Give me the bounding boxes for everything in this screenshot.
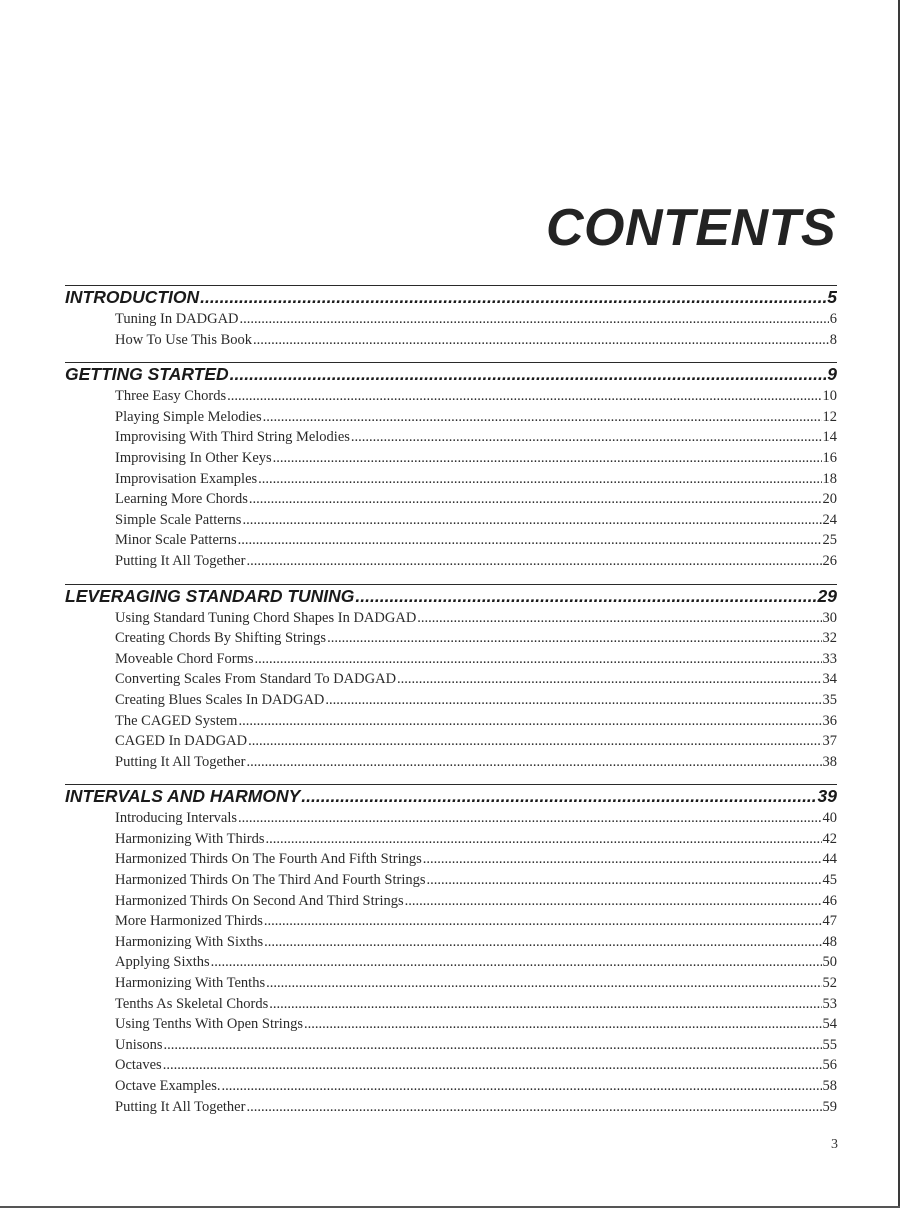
toc-entry[interactable]	[115, 489, 837, 510]
entry-page: 46	[822, 892, 837, 909]
entry-title: Playing Simple Melodies	[115, 408, 262, 425]
dot-leader	[273, 448, 822, 469]
entry-page: 18	[822, 470, 837, 487]
entry-page: 36	[822, 712, 837, 729]
toc-entry[interactable]	[115, 731, 837, 752]
section-page: 29	[817, 585, 837, 606]
dot-leader	[351, 427, 822, 448]
section-heading[interactable]	[65, 784, 837, 808]
toc-entry[interactable]	[115, 1014, 837, 1035]
toc-entry[interactable]	[115, 448, 837, 469]
entry-page: 53	[822, 995, 837, 1012]
dot-leader	[355, 585, 816, 608]
section-title: GETTING STARTED	[65, 364, 229, 385]
dot-leader	[200, 286, 826, 309]
toc-entry[interactable]	[115, 911, 837, 932]
toc-entry[interactable]	[115, 309, 837, 330]
dot-leader	[238, 711, 821, 732]
dot-leader	[163, 1055, 822, 1076]
entry-title: Learning More Chords	[115, 491, 248, 508]
toc-section	[0, 285, 900, 350]
toc-entry[interactable]	[115, 849, 837, 870]
dot-leader	[327, 628, 821, 649]
dot-leader	[405, 891, 822, 912]
entry-title: Converting Scales From Standard To DADGAD	[115, 671, 397, 688]
entry-title: Applying Sixths	[115, 954, 210, 971]
entry-title: Octave Examples.	[115, 1078, 221, 1094]
section-gap	[0, 572, 900, 584]
entry-page: 35	[822, 691, 837, 708]
entry-page: 34	[822, 671, 837, 688]
dot-leader	[249, 489, 822, 510]
toc-entry[interactable]	[115, 932, 837, 953]
section-heading[interactable]	[65, 584, 837, 608]
toc-entry[interactable]	[115, 427, 837, 448]
dot-leader	[246, 1097, 821, 1118]
dot-leader	[325, 690, 821, 711]
entry-page: 25	[822, 532, 837, 549]
entry-title: How To Use This Book	[115, 331, 253, 348]
entry-title: Octaves	[115, 1057, 162, 1074]
dot-leader	[255, 649, 822, 670]
toc-entry[interactable]	[115, 1097, 837, 1118]
toc-entry[interactable]	[115, 829, 837, 850]
entry-page: 24	[822, 511, 837, 528]
section-heading[interactable]	[65, 285, 837, 309]
entry-page: 58	[822, 1078, 837, 1094]
entry-title: Harmonized Thirds On Second And Third Strings	[115, 892, 404, 909]
entry-title: Minor Scale Patterns	[115, 532, 237, 549]
dot-leader	[304, 1014, 822, 1035]
section-gap	[0, 772, 900, 784]
section-page: 5	[827, 287, 837, 307]
dot-leader	[258, 469, 821, 490]
entry-title: Tuning In DADGAD	[115, 311, 239, 327]
toc-entry[interactable]	[115, 551, 837, 572]
entry-page: 47	[822, 913, 837, 930]
entry-title: Improvising With Third String Melodies	[115, 429, 350, 446]
page-number: 3	[831, 1137, 838, 1152]
dot-leader	[222, 1076, 822, 1097]
entry-title: Harmonized Thirds On The Third And Fourth Strings	[115, 872, 426, 889]
entry-page: 20	[822, 491, 837, 508]
dot-leader	[397, 669, 821, 690]
dot-leader	[211, 952, 822, 973]
toc-entry[interactable]	[115, 952, 837, 973]
toc-entry[interactable]	[115, 752, 837, 773]
dot-leader	[427, 870, 822, 891]
section-gap	[0, 350, 900, 362]
entry-title: Improvising In Other Keys	[115, 449, 272, 466]
toc-entry[interactable]	[115, 469, 837, 490]
dot-leader	[264, 911, 822, 932]
entry-page: 40	[822, 810, 837, 827]
section-page: 39	[817, 786, 837, 807]
entry-title: Harmonizing With Sixths	[115, 933, 264, 950]
entry-page: 54	[822, 1016, 837, 1033]
toc-entry[interactable]	[115, 808, 837, 829]
dot-leader	[423, 849, 822, 870]
toc-entry[interactable]	[115, 649, 837, 670]
entry-title: Creating Chords By Shifting Strings	[115, 630, 327, 647]
entry-page: 26	[822, 552, 837, 569]
dot-leader	[248, 731, 821, 752]
toc-entry[interactable]	[115, 994, 837, 1015]
entry-title: CAGED In DADGAD	[115, 733, 248, 750]
dot-leader	[246, 551, 821, 572]
dot-leader	[263, 407, 822, 428]
entry-page: 10	[822, 388, 837, 405]
entry-title: Harmonizing With Tenths	[115, 975, 266, 992]
page-title: CONTENTS	[546, 199, 836, 257]
section-title: INTRODUCTION	[65, 287, 200, 307]
toc-entry[interactable]	[115, 711, 837, 732]
toc-entry[interactable]	[115, 510, 837, 531]
toc-entry[interactable]	[115, 690, 837, 711]
entry-page: 38	[822, 753, 837, 770]
toc-entry[interactable]	[115, 330, 837, 351]
section-page: 9	[827, 364, 837, 385]
entry-title: Simple Scale Patterns	[115, 511, 242, 528]
entry-page: 30	[822, 609, 837, 626]
entry-title: Introducing Intervals	[115, 810, 238, 827]
section-title: INTERVALS AND HARMONY	[65, 786, 301, 807]
entry-title: Three Easy Chords	[115, 388, 227, 405]
entry-page: 42	[822, 830, 837, 847]
toc-entry[interactable]	[115, 973, 837, 994]
toc-entry[interactable]	[115, 628, 837, 649]
dot-leader	[242, 510, 821, 531]
section-title: LEVERAGING STANDARD TUNING	[65, 585, 355, 606]
dot-leader	[164, 1035, 822, 1056]
entry-page: 37	[822, 733, 837, 750]
entry-page: 33	[822, 650, 837, 667]
entry-page: 32	[822, 630, 837, 647]
entry-page: 52	[822, 975, 837, 992]
entry-page: 56	[822, 1057, 837, 1074]
toc-entry[interactable]	[115, 870, 837, 891]
section-heading[interactable]	[65, 362, 837, 386]
dot-leader	[266, 973, 821, 994]
toc-section	[0, 572, 900, 773]
toc-entry[interactable]	[115, 891, 837, 912]
entry-page: 8	[829, 331, 837, 348]
table-of-contents	[0, 285, 900, 1117]
dot-leader	[417, 608, 821, 629]
entry-title: Putting It All Together	[115, 552, 246, 569]
dot-leader	[240, 309, 829, 330]
dot-leader	[253, 330, 829, 351]
entry-page: 59	[822, 1098, 837, 1115]
dot-leader	[227, 386, 821, 407]
entry-page: 48	[822, 933, 837, 950]
entry-title: Putting It All Together	[115, 1098, 246, 1115]
entry-page: 14	[822, 429, 837, 446]
entry-title: The CAGED System	[115, 712, 238, 729]
toc-section	[0, 350, 900, 571]
entry-page: 16	[822, 449, 837, 466]
entry-title: Moveable Chord Forms	[115, 650, 254, 667]
entry-title: Harmonizing With Thirds	[115, 830, 265, 847]
dot-leader	[269, 994, 821, 1015]
entry-title: Creating Blues Scales In DADGAD	[115, 691, 325, 708]
toc-entry[interactable]	[115, 386, 837, 407]
toc-entry[interactable]	[115, 1035, 837, 1056]
entry-page: 12	[822, 408, 837, 425]
dot-leader	[246, 752, 821, 773]
toc-entry[interactable]	[115, 608, 837, 629]
entry-title: Improvisation Examples	[115, 470, 258, 487]
toc-entry[interactable]	[115, 1076, 837, 1097]
entry-title: Putting It All Together	[115, 753, 246, 770]
toc-entry[interactable]	[115, 1055, 837, 1076]
toc-entry[interactable]	[115, 530, 837, 551]
toc-entry[interactable]	[115, 669, 837, 690]
entry-title: More Harmonized Thirds	[115, 913, 263, 930]
entry-page: 55	[822, 1036, 837, 1053]
entry-page: 45	[822, 872, 837, 889]
toc-section	[0, 772, 900, 1117]
toc-entry[interactable]	[115, 407, 837, 428]
entry-page: 50	[822, 954, 837, 971]
entry-page: 6	[829, 311, 837, 327]
entry-title: Tenths As Skeletal Chords	[115, 995, 269, 1012]
dot-leader	[264, 932, 821, 953]
entry-title: Using Tenths With Open Strings	[115, 1016, 303, 1033]
dot-leader	[238, 530, 822, 551]
entry-title: Using Standard Tuning Chord Shapes In DADGAD	[115, 609, 417, 626]
dot-leader	[230, 363, 827, 386]
entry-title: Harmonized Thirds On The Fourth And Fifth Strings	[115, 851, 422, 868]
dot-leader	[266, 829, 822, 850]
dot-leader	[301, 785, 816, 808]
entry-title: Unisons	[115, 1036, 163, 1053]
entry-page: 44	[822, 851, 837, 868]
dot-leader	[238, 808, 821, 829]
